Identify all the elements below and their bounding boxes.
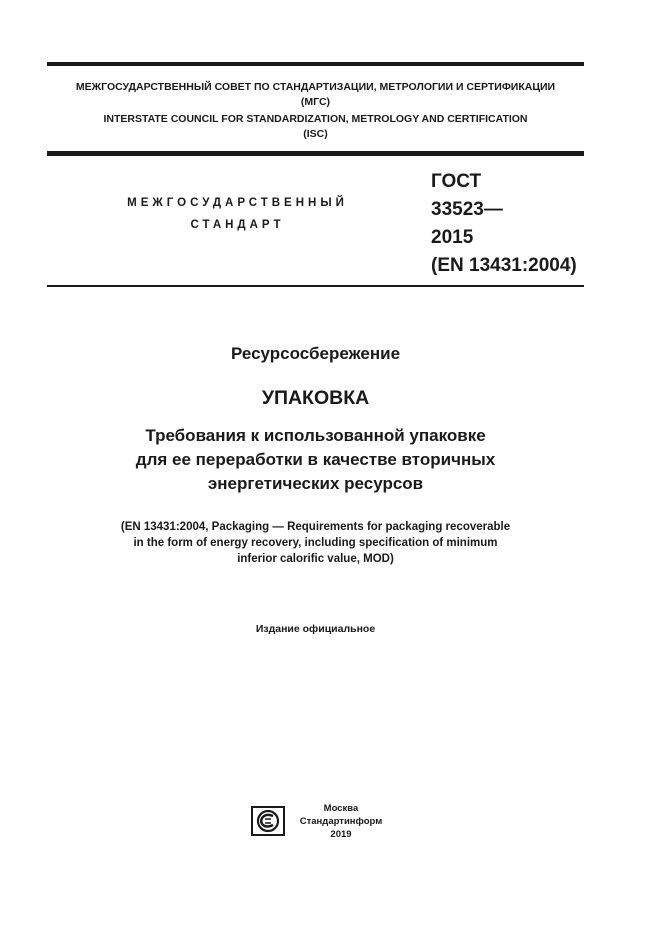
council-name-en (47, 112, 584, 142)
council-en-line2: (ISC) (303, 128, 328, 140)
en-title-line1: (EN 13431:2004, Packaging — Requirements for packaging recoverable (120, 521, 511, 533)
council-en-line1: INTERSTATE COUNCIL FOR STANDARDIZATION, METROLOGY AND CERTIFICATION (103, 113, 528, 125)
topic-heading: Ресурсосбережение (230, 344, 401, 363)
document-title: УПАКОВКА (261, 387, 370, 409)
lower-rule (47, 285, 584, 287)
standard-designation (431, 168, 577, 280)
subtitle-line2: для ее переработки в качестве вторичных (135, 450, 496, 469)
publisher-text (295, 802, 387, 841)
en-title-line2: in the form of energy recovery, including specification of minimum (133, 537, 498, 549)
standard-type-line2: СТАНДАРТ (190, 219, 285, 231)
edition-label: Издание официальное (255, 623, 376, 635)
subtitle-line3: энергетических ресурсов (207, 474, 424, 493)
en-title-line3: inferior calorific value, MOD) (237, 553, 394, 565)
council-ru-line1: МЕЖГОСУДАРСТВЕННЫЙ СОВЕТ ПО СТАНДАРТИЗАЦИИ, МЕТРОЛОГИИ И СЕРТИФИКАЦИИ (75, 81, 556, 93)
designation-line2: 33523— (431, 199, 503, 220)
council-name-ru (47, 80, 584, 110)
council-ru-line2: (МГС) (300, 96, 331, 108)
document-subtitle (47, 424, 584, 496)
standartinform-logo-icon (251, 806, 285, 836)
top-rule (47, 62, 584, 66)
designation-line3: 2015 (431, 227, 474, 248)
designation-line4: (EN 13431:2004) (431, 255, 577, 276)
publisher-year: 2019 (330, 829, 352, 840)
designation-line1: ГОСТ (431, 171, 482, 192)
subtitle-line1: Требования к использованной упаковке (145, 426, 486, 445)
publisher-city: Москва (323, 803, 359, 814)
standard-type (100, 192, 375, 236)
middle-rule (47, 151, 584, 156)
english-title (47, 519, 584, 567)
publisher-name: Стандартинформ (299, 816, 383, 827)
publisher-block (251, 800, 391, 844)
standard-type-line1: МЕЖГОСУДАРСТВЕННЫЙ (127, 197, 348, 209)
